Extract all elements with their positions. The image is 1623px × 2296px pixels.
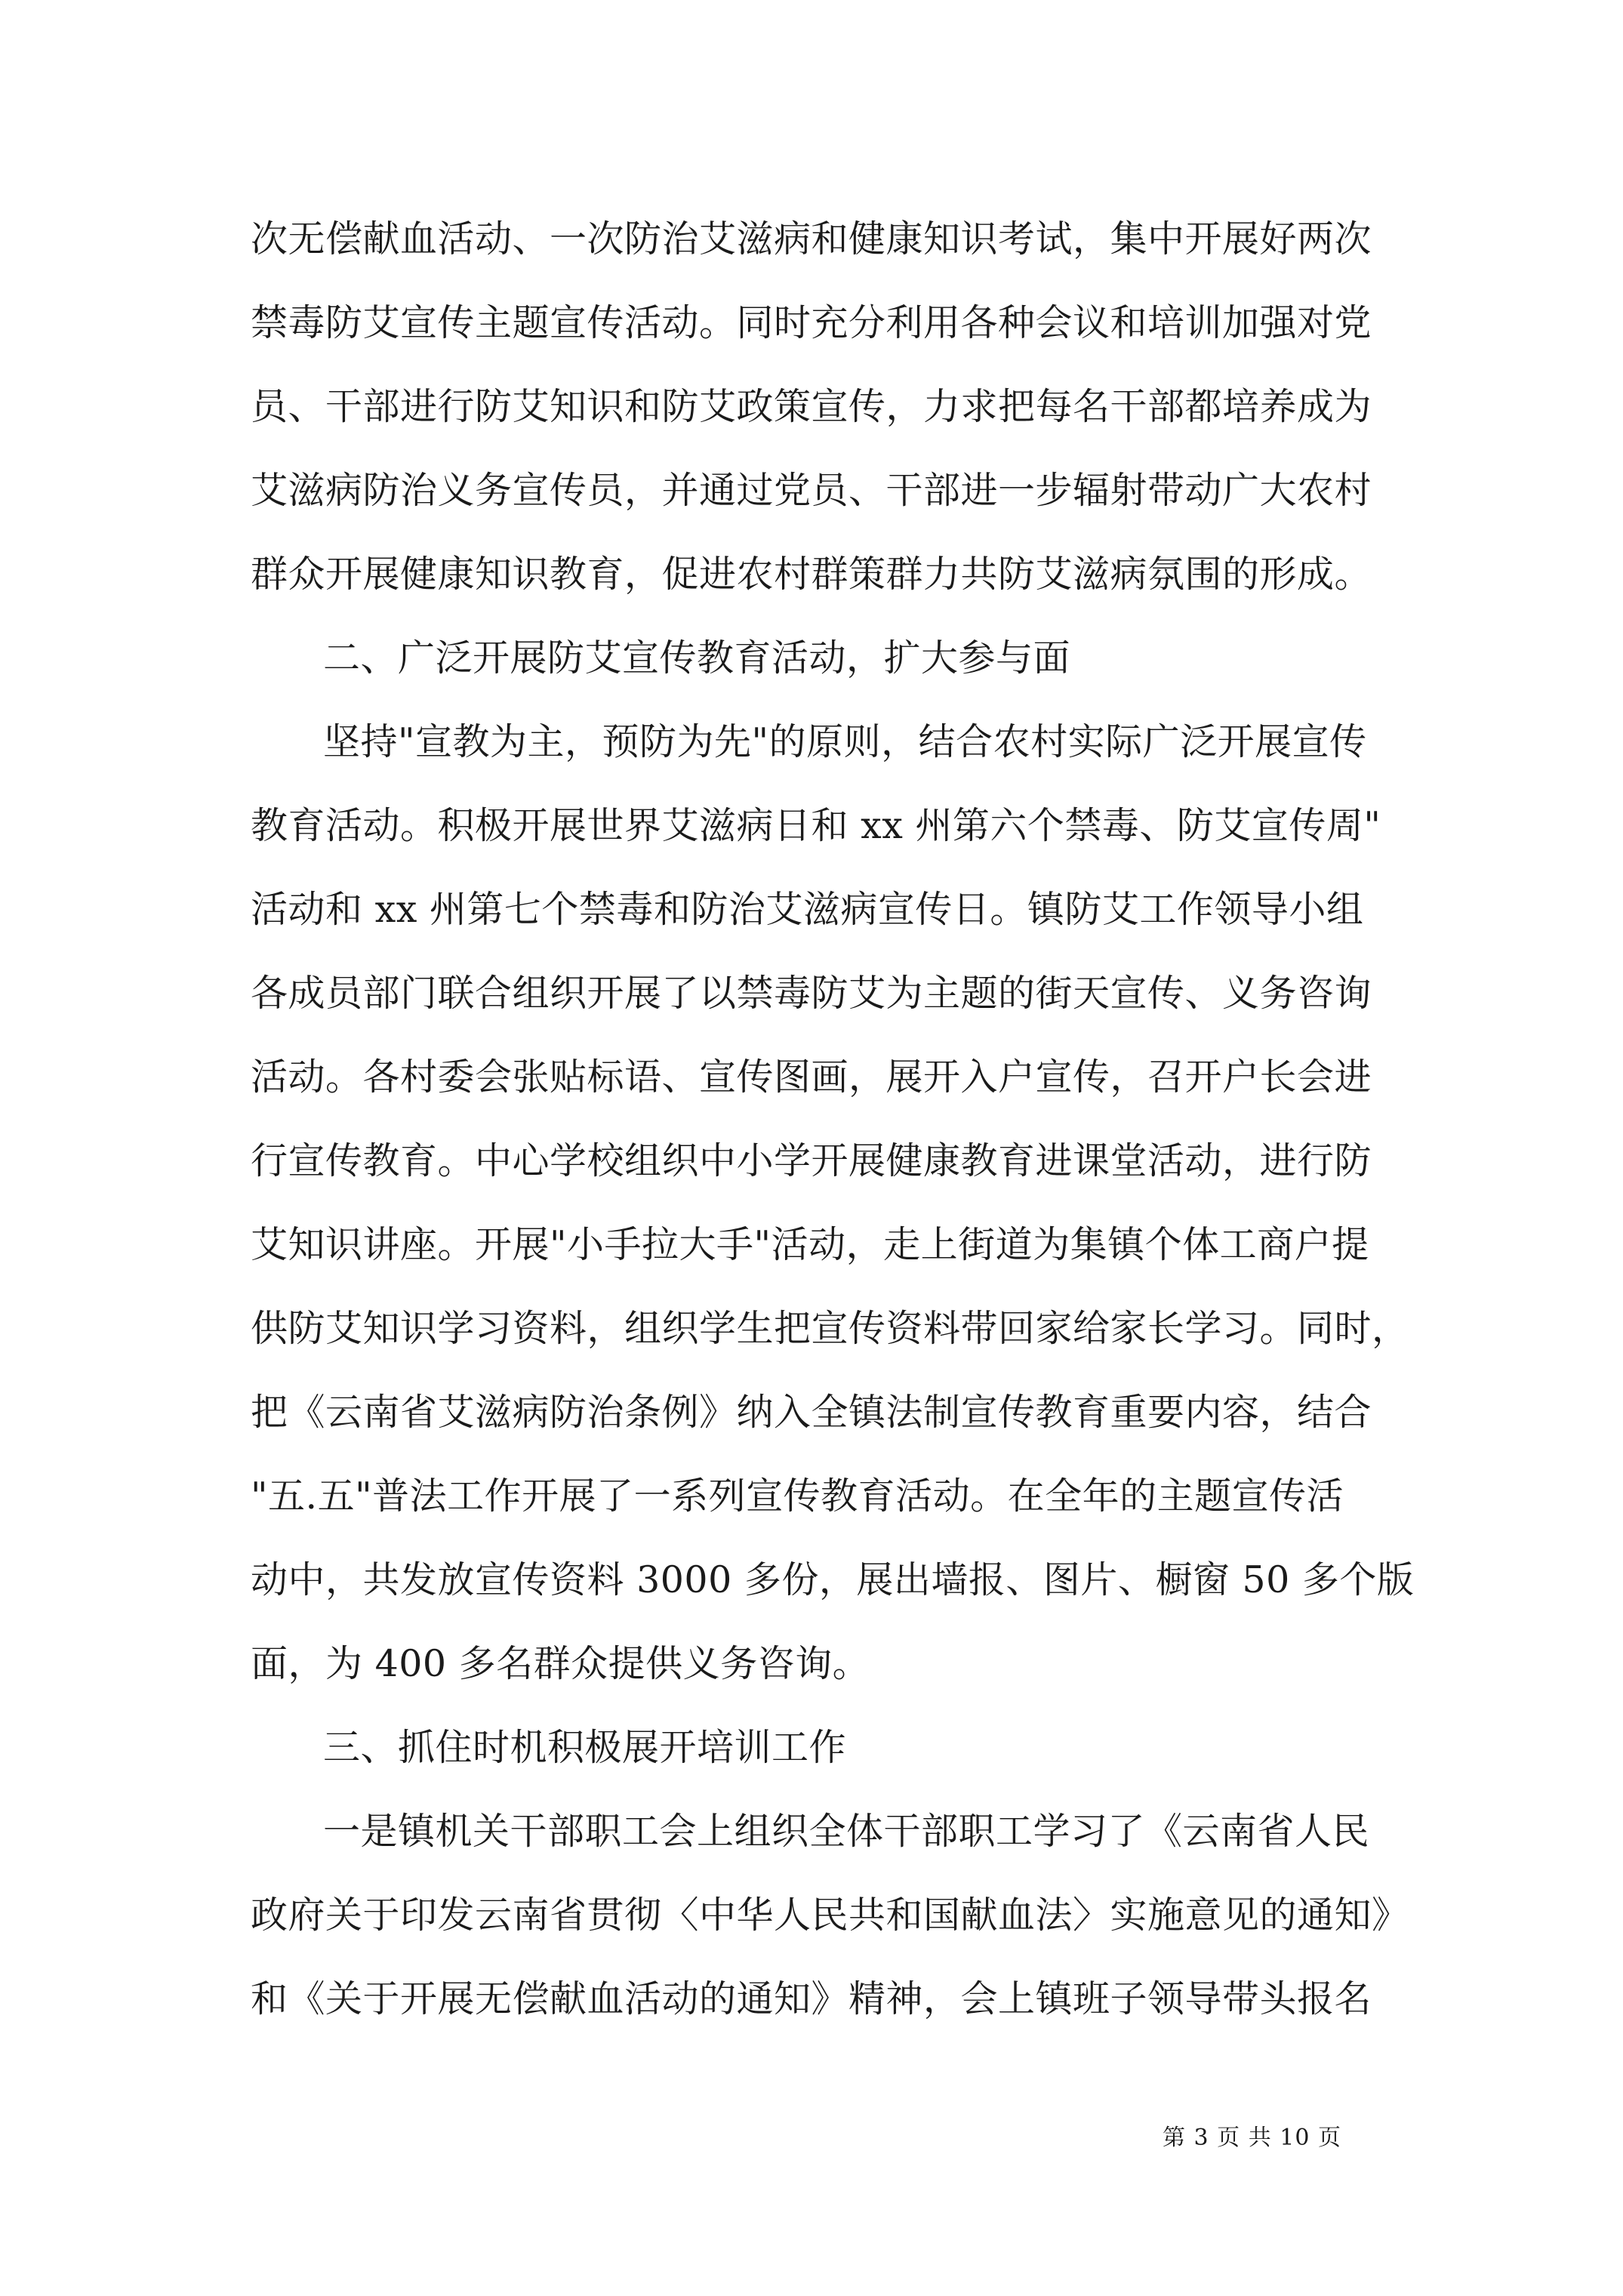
- body-text-line: "五.五"普法工作开展了一系列宣传教育活动。在全年的主题宣传活: [251, 1475, 1344, 1518]
- paragraph-start-line: 一是镇机关干部职工会上组织全体干部职工学习了《云南省人民: [323, 1810, 1370, 1853]
- body-text-line: 次无偿献血活动、一次防治艾滋病和健康知识考试，集中开展好两次: [251, 217, 1372, 260]
- body-text-line: 把《云南省艾滋病防治条例》纳入全镇法制宣传教育重要内容，结合: [251, 1391, 1372, 1434]
- body-text-line: 活动。各村委会张贴标语、宣传图画，展开入户宣传，召开户长会进: [251, 1056, 1372, 1099]
- paragraph-start-line: 坚持"宣教为主，预防为先"的原则，结合农村实际广泛开展宣传: [323, 720, 1367, 763]
- body-text-line: 行宣传教育。中心学校组织中小学开展健康教育进课堂活动，进行防: [251, 1139, 1372, 1182]
- body-text-line: 员、干部进行防艾知识和防艾政策宣传，力求把每名干部都培养成为: [251, 385, 1372, 428]
- body-text-line: 艾滋病防治义务宣传员，并通过党员、干部进一步辐射带动广大农村: [251, 469, 1372, 512]
- page-number-footer: 第 3 页 共 10 页: [1163, 2125, 1341, 2151]
- body-text-line: 教育活动。积极开展世界艾滋病日和 xx 州第六个禁毒、防艾宣传周": [251, 804, 1381, 847]
- body-text-line: 艾知识讲座。开展"小手拉大手"活动，走上街道为集镇个体工商户提: [251, 1223, 1369, 1266]
- body-text-line: 动中，共发放宣传资料 3000 多份，展出墙报、图片、橱窗 50 多个版: [251, 1558, 1415, 1601]
- body-text-line: 活动和 xx 州第七个禁毒和防治艾滋病宣传日。镇防艾工作领导小组: [251, 888, 1364, 931]
- body-text-line: 和《关于开展无偿献血活动的通知》精神，会上镇班子领导带头报名: [251, 1977, 1372, 2020]
- body-text-line: 禁毒防艾宣传主题宣传活动。同时充分利用各种会议和培训加强对党: [251, 301, 1372, 344]
- body-text-line: 政府关于印发云南省贯彻〈中华人民共和国献血法〉实施意见的通知》: [251, 1894, 1409, 1937]
- body-text-line: 面，为 400 多名群众提供义务咨询。: [251, 1642, 870, 1685]
- body-text-line: 群众开展健康知识教育，促进农村群策群力共防艾滋病氛围的形成。: [251, 553, 1372, 596]
- section-heading: 三、抓住时机积极展开培训工作: [323, 1726, 847, 1769]
- section-heading: 二、广泛开展防艾宣传教育活动，扩大参与面: [323, 636, 1071, 680]
- body-text-line: 供防艾知识学习资料，组织学生把宣传资料带回家给家长学习。同时，: [251, 1307, 1409, 1350]
- body-text-line: 各成员部门联合组织开展了以禁毒防艾为主题的街天宣传、义务咨询: [251, 972, 1372, 1015]
